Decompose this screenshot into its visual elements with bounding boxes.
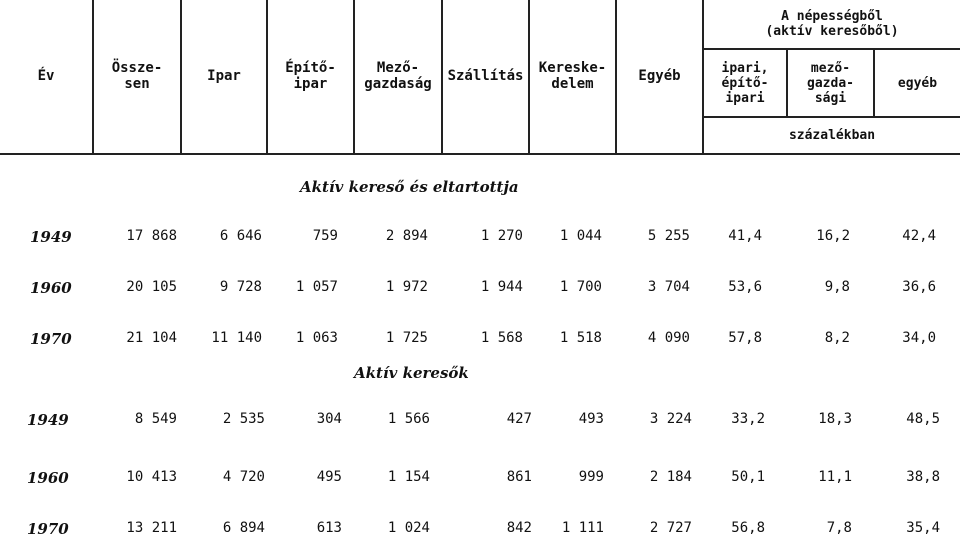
cell-kereskedelem: 1 518 [559,330,602,346]
cell-szallitas: 427 [506,411,532,427]
table-row [0,469,960,489]
header-pct-ipari: ipari, építő- ipari [721,60,769,106]
cell-kereskedelem: 1 111 [561,520,604,536]
cell-szallitas: 1 270 [480,228,523,244]
cell-osszesen: 20 105 [126,279,177,295]
header-osszesen: Össze- sen [111,60,163,92]
row-year: 1970 [27,520,69,538]
cell-kereskedelem: 999 [578,469,604,485]
table-row [0,520,960,540]
cell-pct-ipari: 50,1 [731,469,765,485]
cell-pct-ipari: 56,8 [731,520,765,536]
group-rule [702,48,960,50]
cell-pct-egyeb: 42,4 [902,228,936,244]
row-year: 1960 [30,279,72,297]
cell-ipar: 2 535 [222,411,265,427]
section-title: Aktív keresők [354,364,469,382]
cell-epitoipar: 304 [316,411,342,427]
header-ev: Év [37,68,55,84]
cell-egyeb: 2 727 [649,520,692,536]
cell-mezogazdasag: 1 024 [387,520,430,536]
header-epitoipar: Építő- ipar [285,60,336,92]
cell-mezogazdasag: 1 725 [385,330,428,346]
header-szallitas: Szállítás [447,68,524,84]
table-row [0,228,960,248]
header-ipar: Ipar [207,68,241,84]
cell-osszesen: 8 549 [134,411,177,427]
header-mezogazdasag: Mező- gazdaság [364,60,432,92]
cell-epitoipar: 1 057 [295,279,338,295]
cell-pct-egyeb: 36,6 [902,279,936,295]
cell-pct-mezo: 16,2 [816,228,850,244]
header-nepesseg-group: A népességből (aktív keresőből) [765,9,899,39]
table-row [0,330,960,350]
cell-kereskedelem: 1 044 [559,228,602,244]
row-year: 1949 [30,228,72,246]
cell-mezogazdasag: 1 566 [387,411,430,427]
section-title: Aktív kereső és eltartottja [300,178,519,196]
cell-osszesen: 13 211 [126,520,177,536]
cell-pct-ipari: 57,8 [728,330,762,346]
header-egyeb: Egyéb [638,68,681,84]
row-year: 1949 [27,411,69,429]
cell-ipar: 6 894 [222,520,265,536]
cell-epitoipar: 759 [312,228,338,244]
cell-pct-ipari: 53,6 [728,279,762,295]
cell-epitoipar: 1 063 [295,330,338,346]
header-szazalekban: százalékban [788,127,876,143]
cell-szallitas: 1 944 [480,279,523,295]
cell-kereskedelem: 493 [578,411,604,427]
cell-egyeb: 2 184 [649,469,692,485]
cell-pct-egyeb: 34,0 [902,330,936,346]
cell-osszesen: 10 413 [126,469,177,485]
cell-szallitas: 842 [506,520,532,536]
cell-mezogazdasag: 1 972 [385,279,428,295]
cell-pct-egyeb: 48,5 [906,411,940,427]
cell-mezogazdasag: 1 154 [387,469,430,485]
table-row [0,279,960,299]
header-kereskedelem: Kereske- delem [538,60,607,92]
cell-egyeb: 4 090 [647,330,690,346]
cell-pct-ipari: 33,2 [731,411,765,427]
cell-pct-ipari: 41,4 [728,228,762,244]
header-pct-egyeb: egyéb [897,75,938,91]
row-year: 1970 [30,330,72,348]
cell-osszesen: 21 104 [126,330,177,346]
cell-egyeb: 3 704 [647,279,690,295]
table-header [0,0,960,155]
cell-pct-egyeb: 35,4 [906,520,940,536]
cell-kereskedelem: 1 700 [559,279,602,295]
cell-epitoipar: 613 [316,520,342,536]
cell-egyeb: 5 255 [647,228,690,244]
cell-szallitas: 1 568 [480,330,523,346]
header-pct-mezo: mező- gazda- sági [807,60,854,106]
cell-ipar: 6 646 [219,228,262,244]
cell-pct-mezo: 11,1 [818,469,852,485]
table-row [0,411,960,431]
cell-ipar: 9 728 [219,279,262,295]
cell-pct-mezo: 8,2 [824,330,850,346]
cell-pct-egyeb: 38,8 [906,469,940,485]
cell-mezogazdasag: 2 894 [385,228,428,244]
cell-pct-mezo: 9,8 [824,279,850,295]
cell-szallitas: 861 [506,469,532,485]
cell-egyeb: 3 224 [649,411,692,427]
cell-ipar: 11 140 [211,330,262,346]
cell-pct-mezo: 18,3 [818,411,852,427]
row-year: 1960 [27,469,69,487]
cell-pct-mezo: 7,8 [826,520,852,536]
cell-osszesen: 17 868 [126,228,177,244]
header-bottom-rule [0,153,960,155]
cell-epitoipar: 495 [316,469,342,485]
cell-ipar: 4 720 [222,469,265,485]
